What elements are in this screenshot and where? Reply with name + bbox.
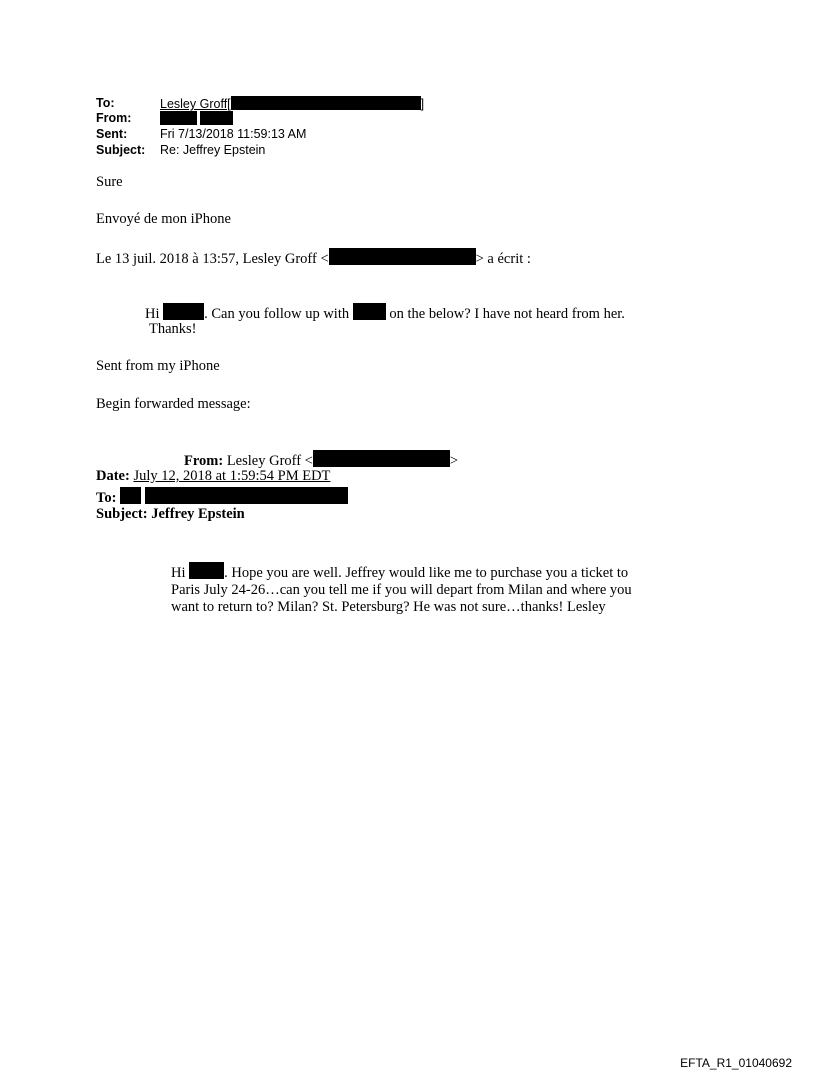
redaction-block bbox=[145, 487, 192, 504]
redaction-block bbox=[120, 487, 141, 504]
bates-number: EFTA_R1_01040692 bbox=[680, 1056, 792, 1070]
forwarded-subject: Subject: Jeffrey Epstein bbox=[96, 506, 245, 522]
subject-label: Subject: bbox=[96, 143, 146, 157]
redaction-block bbox=[353, 303, 386, 320]
redaction-block bbox=[313, 450, 450, 467]
redaction-block bbox=[329, 248, 476, 265]
quote-attribution: Le 13 juil. 2018 à 13:57, Lesley Groff < > a écrit : bbox=[96, 248, 531, 268]
forward-note-signature: Sent from my iPhone bbox=[96, 358, 220, 374]
forwarded-body: Hi . Hope you are well. Jeffrey would like me to purchase you a ticket to Paris July 24-26…can you tell me if you will depart from Milan and where you want to return to? Milan? St. Petersburg? He was not sure…thanks! Lesley bbox=[171, 562, 641, 616]
forwarded-date: Date: July 12, 2018 at 1:59:54 PM EDT bbox=[96, 468, 331, 484]
from-label: From: bbox=[96, 111, 132, 125]
reply-signature: Envoyé de mon iPhone bbox=[96, 211, 231, 227]
forwarded-to: To: bbox=[96, 487, 348, 507]
redaction-block bbox=[192, 487, 348, 504]
subject-value: Re: Jeffrey Epstein bbox=[160, 143, 266, 157]
forward-note-line: Hi . Can you follow up with on the below? I have not heard from her. bbox=[145, 303, 625, 323]
to-value: Lesley Groff[ ] bbox=[160, 97, 425, 111]
redaction-block bbox=[200, 111, 233, 125]
redaction-block bbox=[231, 96, 421, 110]
to-label: To: bbox=[96, 96, 115, 110]
sent-value: Fri 7/13/2018 11:59:13 AM bbox=[160, 127, 307, 141]
redaction-block bbox=[160, 111, 197, 125]
begin-forwarded-message: Begin forwarded message: bbox=[96, 396, 251, 412]
reply-body: Sure bbox=[96, 174, 123, 190]
from-value bbox=[160, 111, 233, 127]
redaction-block bbox=[189, 562, 224, 579]
sent-label: Sent: bbox=[96, 127, 128, 141]
redaction-block bbox=[163, 303, 204, 320]
forward-note-thanks: Thanks! bbox=[149, 321, 197, 337]
forwarded-from: From: Lesley Groff < > bbox=[184, 450, 458, 470]
